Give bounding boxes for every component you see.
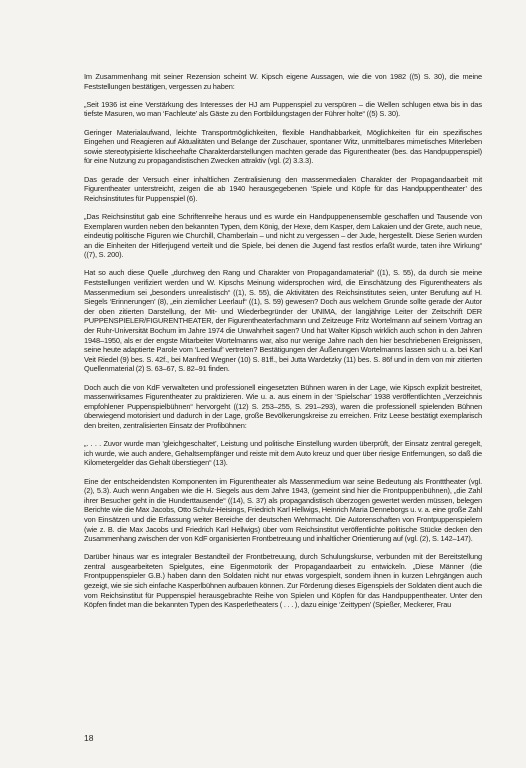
paragraph: Eine der entscheidendsten Komponenten im Figurentheater als Massenmedium war seine Bedeutung als Frontttheater (vgl. (2), 5.3). Auch wenn Angaben wie die H. Siegels aus dem Jahre 1943, (gemeint sind hier die Frontpuppenbühnen), „die Zahl ihrer Besucher geht in die Hunderttausende“ ((14), S. 37) als propagandistisch überzogen gewertet werden müssen, belegen Berichte wie die Max Jacobs, Otto Schulz-Heisings, Friedrich Karl Hellwigs, Heinrich Maria Denneborgs u. v. a. eine große Zahl von Einsätzen und die Erfassung weiter Bereiche der deutschen Wehrmacht. Die Autorenschaften von Frontpuppenspielern (wie z. B. die Max Jacobs und Friedrich Karl Hellwigs) über vom Reichsinstitut veröffentlichte politische Stücke decken den Zusammenhang zwischen der von KdF organisierten Frontbetreuung und inhaltlicher Orientierung auf (vgl. (2), S. 142–147).: [84, 476, 482, 544]
paragraph: Darüber hinaus war es integraler Bestandteil der Frontbetreuung, durch Schulungskurse, verbunden mit der Bereitstellung zentral ausgearbeiteten Spielgutes, eine Eigenmotorik der Propagandaarbeit zu entwickeln. „Diese Männer (die Frontpuppenspieler G.B.) haben dann den Soldaten nicht nur etwas vorgespielt, sondern ihnen in kurzen Lehrgängen auch gezeigt, wie sie sich einfache Kasperlbühnen aufbauen können. Zur Förderung dieses Eigenspiels der Soldaten dient auch die vom Reichsinstitut für Puppenspiel herausgebrachte Reihe von Spielen und Köpfen für das Handpuppentheater. Unter den Köpfen findet man die bekannten Typen des Kasperletheaters ( . . . ), dazu einige ‘Zeittypen’ (Spießer, Meckerer, Frau: [84, 552, 482, 610]
paragraph: Hat so auch diese Quelle „durchweg den Rang und Charakter von Propagandamaterial“ ((1), S. 55), da durch sie meine Feststellungen verifiziert werden und W. Kipschs Meinung widersprochen wird, die Einschätzung des Figurentheaters als Massenmedium sei „besonders unrealistisch“ ((1), S. 55), die Aktivitäten des Reichsinstitutes seien, unter Berufung auf H. Siegels ‘Erinnerungen’ (8), „ein ziemlicher Leerlauf“ ((1), S. 59) gewesen? Doch aus welchem Grunde sollte gerade der Autor der oben zitierten Darstellung, der Mit- und Wiederbegründer der UNIMA, der langjährige Leiter der Zeitschrift DER PUPPENSPIELER/FIGURENTHEATER, der Figurentheaterfachmann und Zeitzeuge Fritz Wortelmann auf seinem Vortrag an der Ruhr-Universität Bochum im Jahre 1974 die Unwahrheit sagen? Und hat Walter Kipsch wirklich auch schon in den Jahren 1948–1950, als er der engste Mitarbeiter Wortelmanns war, also nur wenige Jahre nach den hier beschriebenen Ereignissen, seine heute adaptierte Parole vom ‘Leerlauf’ vertreten? Bestätigungen der Äußerungen Wortelmanns lassen sich u. a. bei Karl Veit Riedel (9) bes. S. 42f., bei Manfred Wegner (10) S. 81ff., bei Jutta Wardetzky (11) bes. S. 86f und in dem von mir zitierten Quellenmaterial (2) S. 63–67, S. 82–91 finden.: [84, 268, 482, 374]
quote-paragraph: „Das Reichsinstitut gab eine Schriftenreihe heraus und es wurde ein Handpuppenensemble geschaffen und Tausende von Exemplaren wurden neben den bekannten Typen, dem König, der Hexe, dem Kasper, dem Lakaien und der Grete, auch neue, eindeutig politische Figuren wie Churchill, Chamberlain – und nicht zu vergessen – der Jude, hergestellt. Diese Serien wurden an die Einheiten der Hitlerjugend verteilt und die Spiele, bei denen die Jugend fast restlos erfaßt wurde, taten ihre Wirkung“ ((7), S. 200).: [84, 211, 482, 260]
paragraph: Doch auch die von KdF verwalteten und professionell eingesetzten Bühnen waren in der Lage, wie Kipsch explizit bestreitet, massenwirksames Figurentheater zu praktizieren. Wie u. a. aus einem in der ‘Spielschar’ 1938 veröffentlichten „Verzeichnis empfohlener Puppenspielbühnen“ hervorgeht ((12) S. 253–255, S. 291–293), waren die professionell spielenden Bühnen überwiegend motorisiert und dadurch in der Lage, große Bevölkerungskreise zu erreichen. Fritz Leese bestätigt exemplarisch den breiten, zentralisierten Einsatz der Profibühnen:: [84, 382, 482, 430]
quote-paragraph: „. . . . Zuvor wurde man ‘gleichgeschaltet’, Leistung und politische Einstellung wurden überprüft, der Einsatz zentral geregelt, ich wurde, wie auch andere, Gehaltsempfänger und reiste mit dem Auto kreuz und quer über riesige Entfernungen, so daß die Kilometergelder das Gehalt überstiegen“ (13).: [84, 439, 482, 468]
document-body: [84, 72, 482, 618]
paragraph: Geringer Materialaufwand, leichte Transportmöglichkeiten, flexible Handhabbarkeit, Möglichkeiten für ein spezifisches Eingehen und Reagieren auf Aktualitäten und Belange der Zuschauer, spontaner Witz, unmittelbares mimetisches Miterleben sowie stereotypisierte klischeehafte Charakterdarstellungen machten gerade das Figurentheater (bes. das Handpuppenspiel) für eine Nutzung zu propagandistischen Zwecken attraktiv (vgl. (2) 3.3.3).: [84, 127, 482, 166]
paragraph: Das gerade der Versuch einer inhaltlichen Zentralisierung den massenmedialen Charakter der Propagandaarbeit mit Figurentheater unterstreicht, zeigen die ab 1940 herausgegebenen ‘Spiele und Köpfe für das Handpuppentheater’ des Reichsinstitutes für Puppenspiel (6).: [84, 174, 482, 203]
paragraph: Im Zusammenhang mit seiner Rezension scheint W. Kipsch eigene Aussagen, wie die von 1982 ((5) S. 30), die meine Feststellungen bestätigen, vergessen zu haben:: [84, 72, 482, 91]
page-number: 18: [84, 733, 94, 743]
quote-paragraph: „Seit 1936 ist eine Verstärkung des Interesses der HJ am Puppenspiel zu verspüren – die Wellen schlugen etwa bis in das tiefste Masuren, wo man ‘Fachleute’ als Gäste zu den Fortbildungstagen der Führer holte“ ((5) S. 30).: [84, 99, 482, 119]
